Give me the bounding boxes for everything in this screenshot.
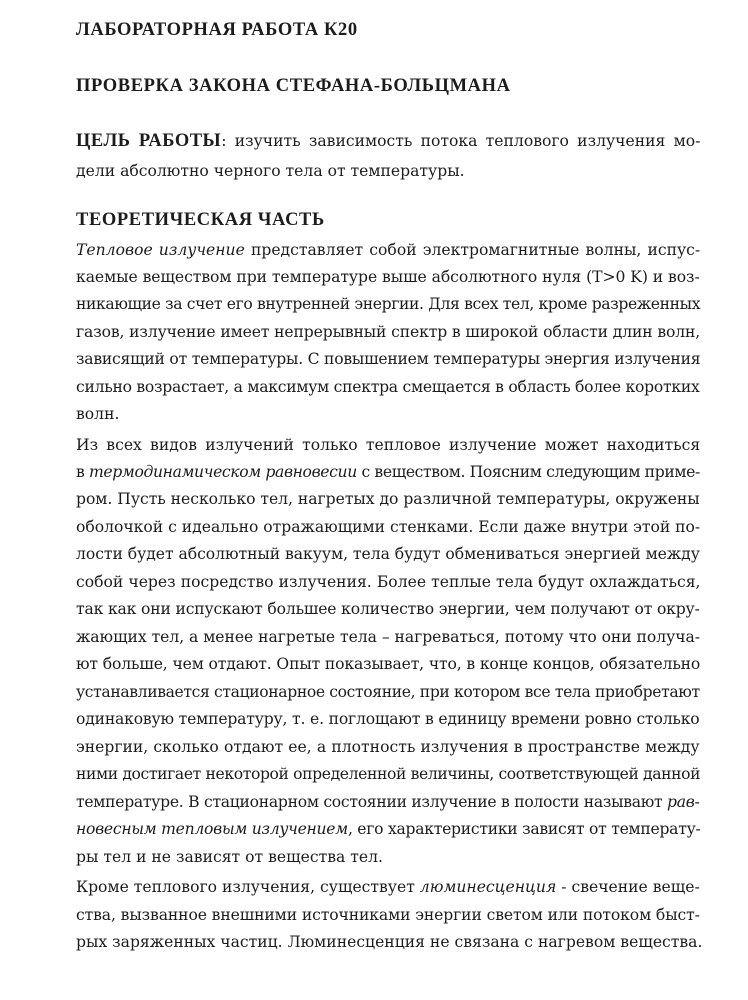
paragraph-2-line-14-pre: температуре. В стационарном состоянии излучение в полости называют (76, 793, 668, 811)
paragraph-2-line-9: ют больше, чем отдают. Опыт показывает, что, в конце концов, обязательно (76, 655, 701, 673)
paragraph-1-line-2: каемые веществом при температуре выше абсолютного нуля (T>0 K) и воз- (76, 268, 700, 286)
goal-label: ЦЕЛЬ РАБОТЫ (76, 131, 222, 151)
paragraph-2-line-14 (76, 793, 700, 811)
paragraph-2-line-13: ними достигает некоторой определенной величины, соответствующей данной (76, 765, 701, 783)
paragraph-1-line-6: сильно возрастает, а максимум спектра смещается в область более коротких (76, 378, 700, 396)
paragraph-2-line-6: собой через посредство излучения. Более теплые тела будут охлаждаться, (76, 573, 701, 591)
document-subtitle: ПРОВЕРКА ЗАКОНА СТЕФАНА-БОЛЬЦМАНА (76, 76, 511, 96)
paragraph-2-line-15-post: , его характеристики зависят от температу- (347, 820, 701, 838)
goal-line-2: дели абсолютно черного тела от температуры. (76, 162, 465, 180)
paragraph-2-line-5: лости будет абсолютный вакуум, тела будут обмениваться энергией между (76, 545, 700, 563)
paragraph-2-line-2-pre: в (76, 463, 89, 481)
paragraph-1-line-1 (76, 241, 700, 259)
goal-line-1 (76, 132, 700, 150)
paragraph-2-line-1: Из всех видов излучений только тепловое излучение может находиться (76, 436, 701, 454)
paragraph-2-line-15 (76, 820, 700, 838)
term-equilibrium-radiation-part-1: рав- (667, 793, 700, 811)
paragraph-2-line-10: устанавливается стационарное состояние, при котором все тела приобретают (76, 683, 700, 701)
paragraph-1-line-1-text: представляет собой электромагнитные волны, испус- (244, 241, 701, 259)
paragraph-3-line-1-pre: Кроме теплового излучения, существует (76, 878, 420, 896)
paragraph-1-line-3: никающие за счет его внутренней энергии. Для всех тел, кроме разреженных (76, 295, 701, 313)
paragraph-1-line-7: волн. (76, 405, 120, 423)
paragraph-3-line-3: рых заряженных частиц. Люминесценция не связана с нагревом вещества. (76, 933, 703, 951)
paragraph-3-line-1 (76, 878, 700, 896)
paragraph-3-line-2: ства, вызванное внешними источниками энергии светом или потоком быст- (76, 906, 700, 924)
theory-heading: ТЕОРЕТИЧЕСКАЯ ЧАСТЬ (76, 210, 325, 230)
paragraph-2-line-11: одинаковую температуру, т. е. поглощают в единицу времени ровно столько (76, 710, 700, 728)
goal-text-1: : изучить зависимость потока теплового излучения мо- (221, 132, 701, 150)
paragraph-2-line-8: жающих тел, а менее нагретые тела – нагреваться, потому что они получа- (76, 628, 700, 646)
paragraph-3-line-1-post: - свечение веще- (556, 878, 700, 896)
term-thermal-radiation: Тепловое излучение (76, 241, 245, 259)
paragraph-1-line-5: зависящий от температуры. С повышением температуры энергия излучения (76, 350, 701, 368)
paragraph-2-line-7: так как они испускают большее количество энергии, чем получают от окру- (76, 600, 700, 618)
paragraph-2-line-12: энергии, сколько отдают ее, а плотность излучения в пространстве между (76, 738, 700, 756)
paragraph-2-line-3: ром. Пусть несколько тел, нагретых до различной температуры, окружены (76, 490, 700, 508)
paragraph-2-line-2-post: с веществом. Поясним следующим приме- (356, 463, 700, 481)
term-thermodynamic-equilibrium: термодинамическом равновесии (89, 463, 357, 481)
paragraph-2-line-2 (76, 463, 700, 481)
term-equilibrium-radiation-part-2: новесным тепловым излучением (76, 820, 348, 838)
term-luminescence: люминесценция (419, 878, 557, 896)
paragraph-2-line-16: ры тел и не зависят от вещества тел. (76, 848, 383, 866)
paragraph-1-line-4: газов, излучение имеет непрерывный спектр в широкой области длин волн, (76, 323, 701, 341)
paragraph-2-line-4: оболочкой с идеально отражающими стенками. Если даже внутри этой по- (76, 518, 701, 536)
document-title: ЛАБОРАТОРНАЯ РАБОТА К20 (76, 20, 358, 40)
